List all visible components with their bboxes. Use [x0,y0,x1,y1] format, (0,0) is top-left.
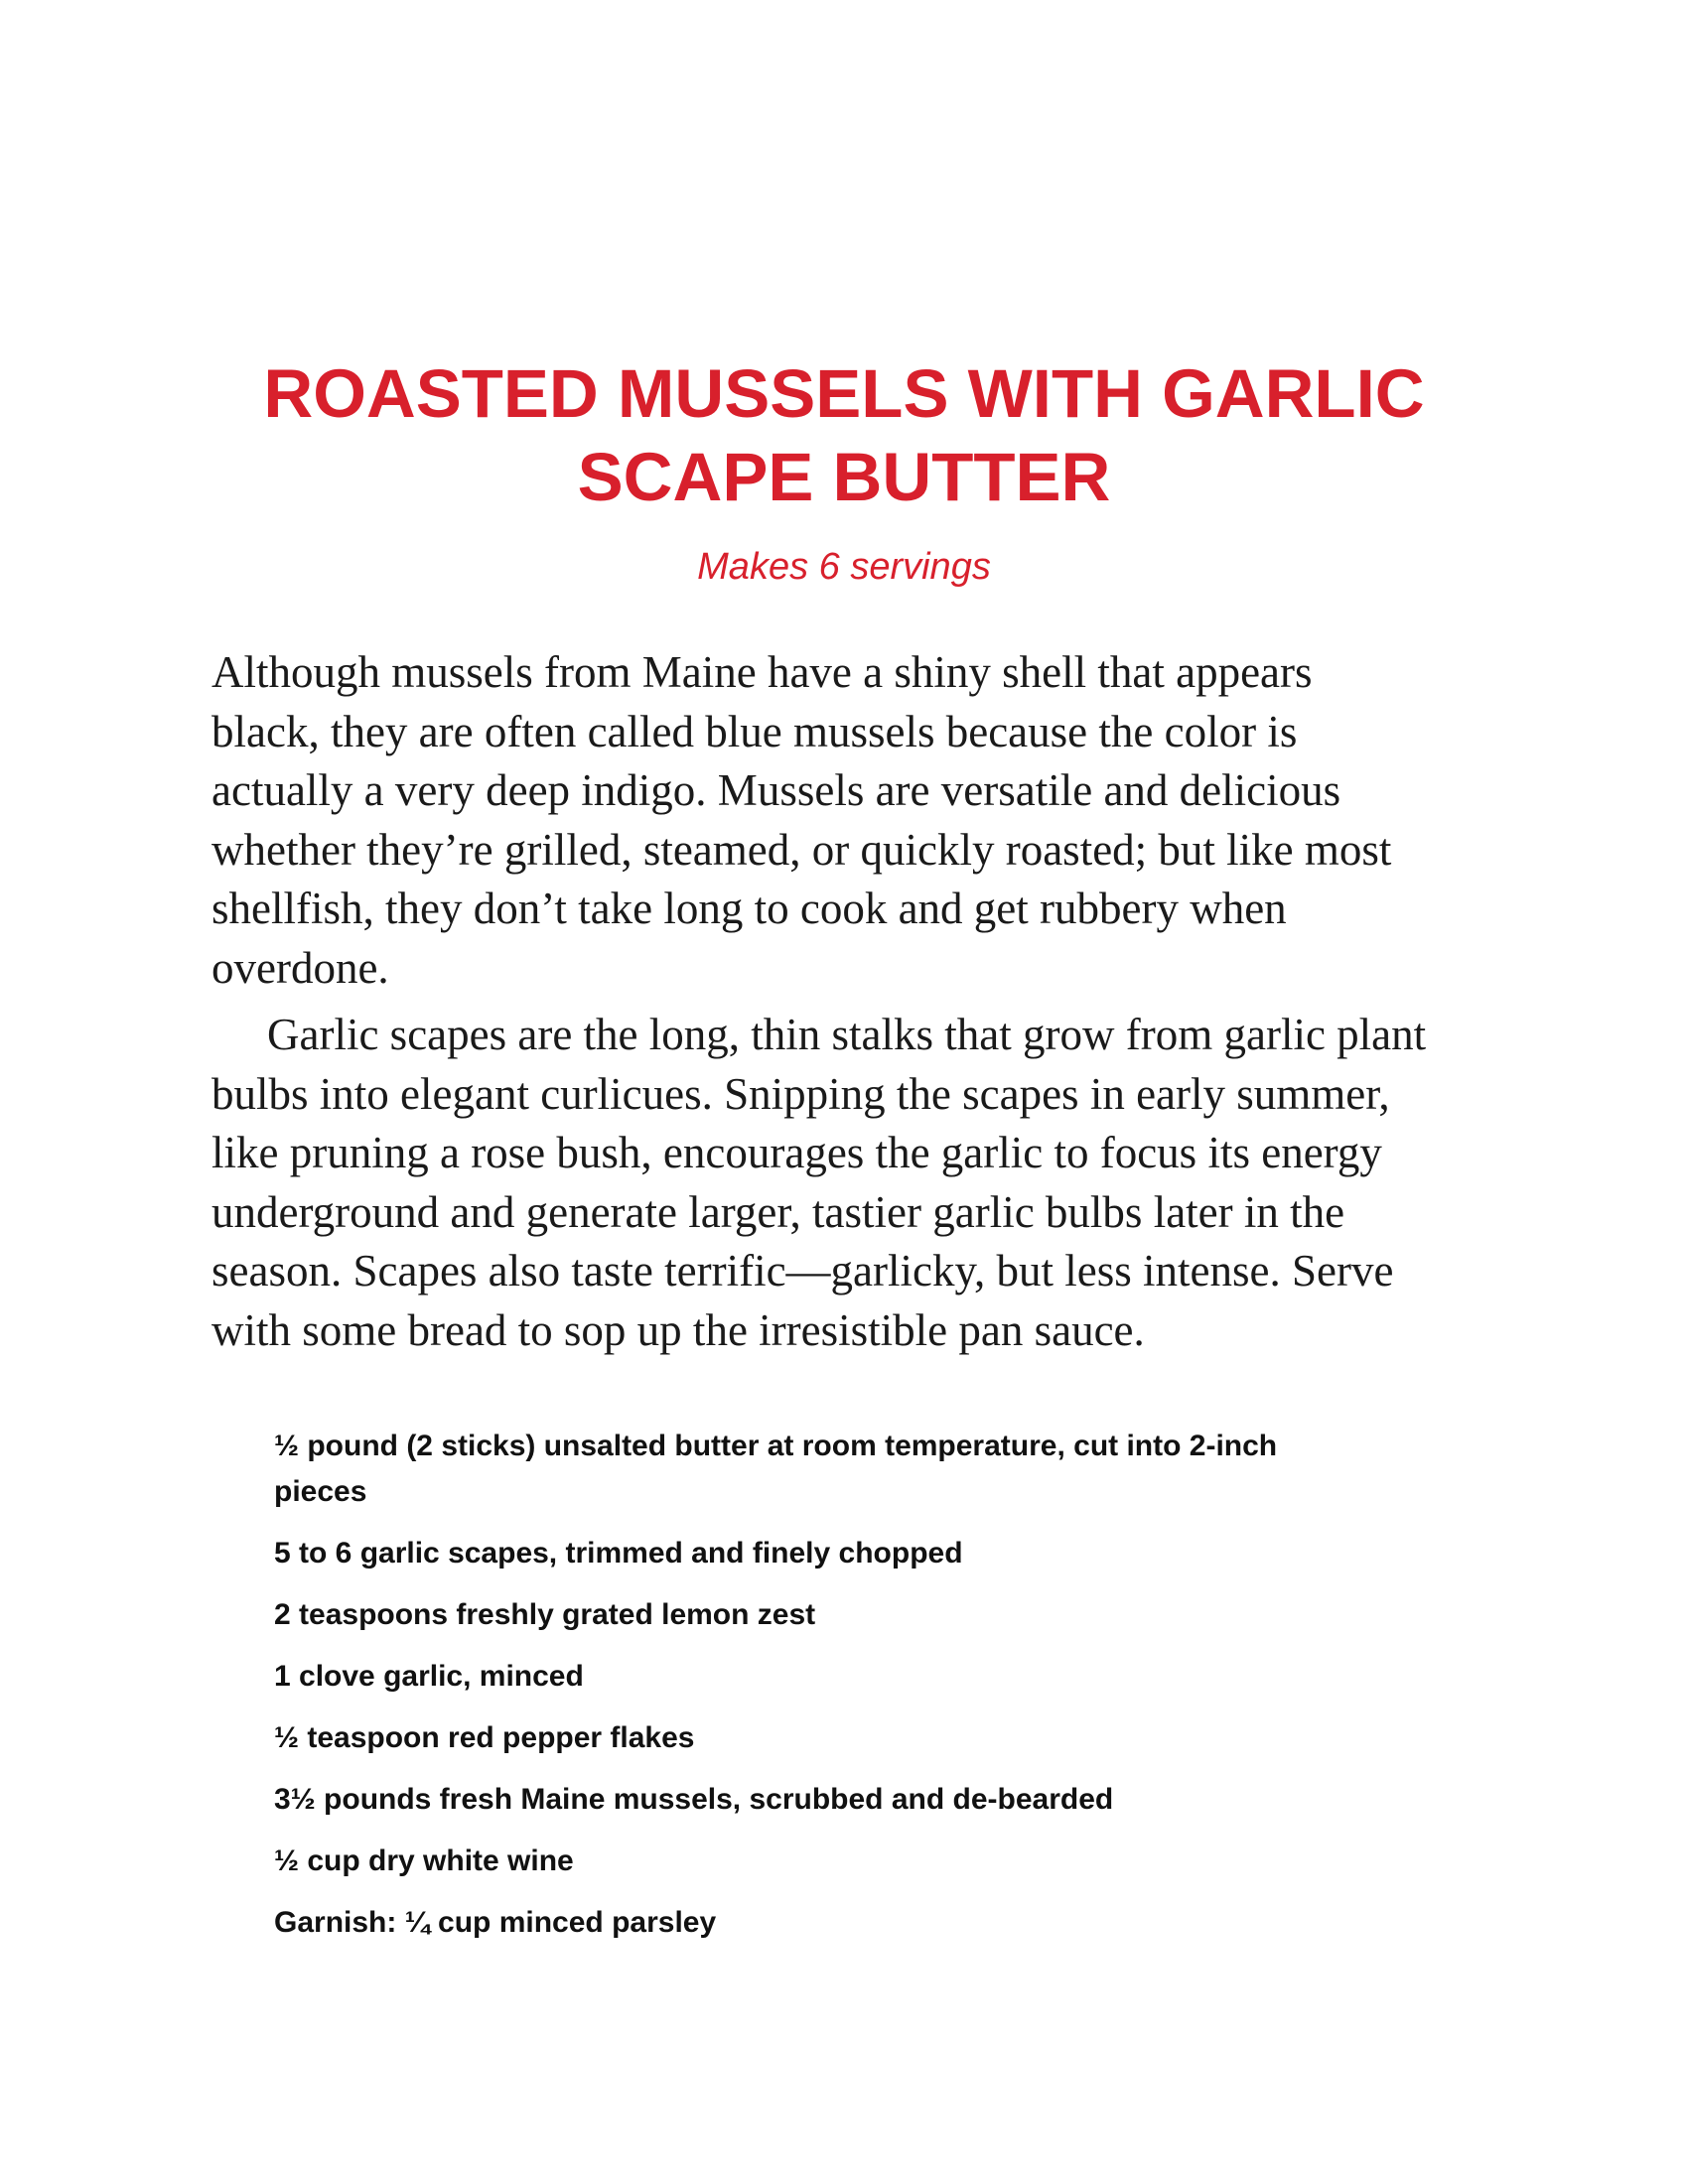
ingredient-item: 1 clove garlic, minced [274,1660,584,1693]
ingredient-list [274,1424,1386,1962]
intro-paragraph-2: Garlic scapes are the long, thin stalks that grow from garlic plant bulbs into elegant curlicues. Snipping the scapes in early summer, like pruning a rose bush, encourages the garlic to focus its energy underground and generate larger, tastier garlic bulbs later in the season. Scapes also taste terrific—garlicky, but less intense. Serve with some bread to sop up the irresistible pan sauce. [211,1010,1427,1355]
ingredient-item: Garnish: ¼ cup minced parsley [274,1906,717,1939]
intro-paragraph-1: Although mussels from Maine have a shiny shell that appears black, they are often called blue mussels because the color is actually a very deep indigo. Mussels are versatile and delicious whether they’re grilled, steamed, or quickly roasted; but like most shellfish, they don’t take long to cook and get rubbery when overdone. [211,647,1392,993]
recipe-intro [211,643,1502,1360]
ingredient-item: 2 teaspoons freshly grated lemon zest [274,1598,816,1631]
ingredient-item: ½ cup dry white wine [274,1844,574,1877]
ingredient-item: ½ pound (2 sticks) unsalted butter at room temperature, cut into 2-inch pieces [274,1430,1278,1508]
recipe-title [149,352,1539,519]
recipe-yield: Makes 6 servings [697,546,991,588]
recipe-title-line-2: SCAPE BUTTER [577,439,1111,515]
ingredient-item: 5 to 6 garlic scapes, trimmed and finely chopped [274,1537,963,1570]
ingredient-item: 3½ pounds fresh Maine mussels, scrubbed and de-bearded [274,1783,1114,1816]
ingredient-item: ½ teaspoon red pepper flakes [274,1721,695,1754]
recipe-title-line-1: ROASTED MUSSELS WITH GARLIC [263,355,1425,432]
